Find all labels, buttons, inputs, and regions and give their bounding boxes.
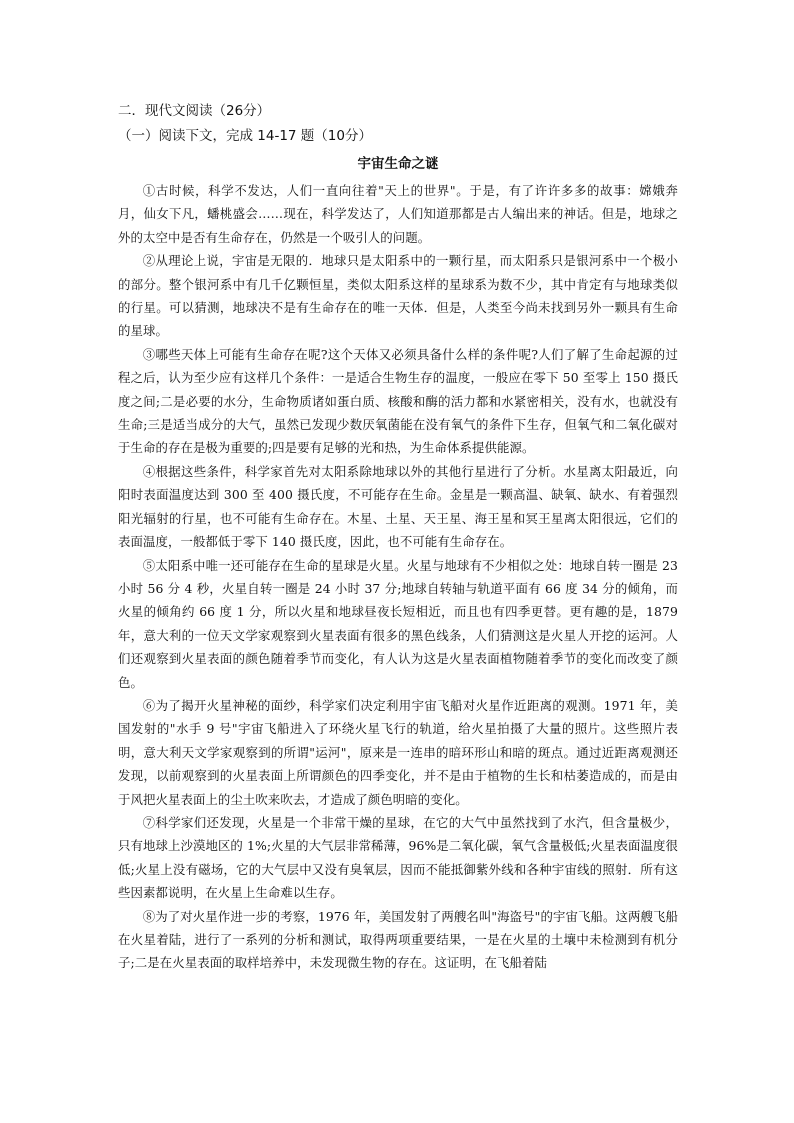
paragraph-4: ④根据这些条件，科学家首先对太阳系除地球以外的其他行星进行了分析。水星离太阳最近，向阳时表面温度达到 300 至 400 摄氏度，不可能存在生命。金星是一颗高温、缺氧、缺水、有着强烈阳光辐射的行星，也不可能有生命存在。木星、土星、天王星、海王星和冥王星离太阳很远，它们的表面温度，一般都低于零下 140 摄氏度，因此，也不可能有生命存在。	[118, 463, 678, 550]
paragraph-8: ⑧为了对火星作进一步的考察，1976 年，美国发射了两艘名叫"海盗号"的宇宙飞船。这两艘飞船在火星着陆，进行了一系列的分析和测试，取得两项重要结果，一是在火星的土壤中未检测到有机分子;二是在火星表面的取样培养中，未发现微生物的存在。这证明，在飞船着陆	[118, 908, 678, 971]
document-page	[118, 100, 678, 975]
paragraph-6: ⑥为了揭开火星神秘的面纱，科学家们决定利用宇宙飞船对火星作近距离的观测。1971 年，美国发射的"水手 9 号"宇宙飞船进入了环绕火星飞行的轨道，给火星拍摄了大量的照片。这些照片表明，意大利天文学家观察到的所谓"运河"，原来是一连串的暗环形山和暗的斑点。通过近距离观测还发现，以前观察到的火星表面上所谓颜色的四季变化，并不是由于植物的生长和枯萎造成的，而是由于风把火星表面上的尘土吹来吹去，才造成了颜色明暗的变化。	[118, 697, 678, 807]
paragraph-2: ②从理论上说，宇宙是无限的．地球只是太阳系中的一颗行星，而太阳系只是银河系中一个极小的部分。整个银河系中有几千亿颗恒星，类似太阳系这样的星球系为数不少，其中肯定有与地球类似的行星。可以猜测，地球决不是有生命存在的唯一天体．但是，人类至今尚未找到另外一颗具有生命的星球。	[118, 253, 678, 339]
section-heading: 二．现代文阅读（26分）	[118, 103, 271, 119]
question-instructions: （一）阅读下文，完成 14-17 题（10分）	[118, 128, 372, 144]
paragraph-1: ①古时候，科学不发达，人们一直向往着"天上的世界"。于是，有了许许多多的故事：嫦娥奔月，仙女下凡，蟠桃盛会……现在，科学发达了，人们知道那都是古人编出来的神话。但是，地球之外的太空中是否有生命存在，仍然是一个吸引人的问题。	[118, 183, 678, 245]
paragraph-5: ⑤太阳系中唯一还可能存在生命的星球是火星。火星与地球有不少相似之处：地球自转一圈是 23 小时 56 分 4 秒，火星自转一圈是 24 小时 37 分;地球自转轴与轨道平面有 66 度 34 分的倾角，而火星的倾角约 66 度 1 分，所以火星和地球昼夜长短相近，而且也有四季更替。更有趣的是，1879 年，意大利的一位天文学家观察到火星表面有很多的黑色线条，人们猜测这是火星人开挖的运河。人们还观察到火星表面的颜色随着季节而变化，有人认为这是火星表面植物随着季节的变化而改变了颜色。	[118, 557, 678, 690]
article-title: 宇宙生命之谜	[357, 156, 439, 172]
paragraph-7: ⑦科学家们还发现，火星是一个非常干燥的星球，在它的大气中虽然找到了水汽，但含量极少，只有地球上沙漠地区的 1%;火星的大气层非常稀薄，96%是二氧化碳，氧气含量极低;火星表面温度很低;火星上没有磁场，它的大气层中又没有臭氧层，因而不能抵御紫外线和各种宇宙线的照射．所有这些因素都说明，在火星上生命难以生存。	[118, 814, 678, 901]
paragraph-3: ③哪些天体上可能有生命存在呢?这个天体又必须具备什么样的条件呢?人们了解了生命起源的过程之后，认为至少应有这样几个条件：一是适合生物生存的温度，一般应在零下 50 至零上 150 摄氏度之间;二是必要的水分，生命物质诸如蛋白质、核酸和酶的活力都和水紧密相关，没有水，也就没有生命;三是适当成分的大气，虽然已发现少数厌氧菌能在没有氧气的条件下生存，但氧气和二氧化碳对于生命的存在是极为重要的;四是要有足够的光和热，为生命体系提供能源。	[118, 346, 678, 456]
